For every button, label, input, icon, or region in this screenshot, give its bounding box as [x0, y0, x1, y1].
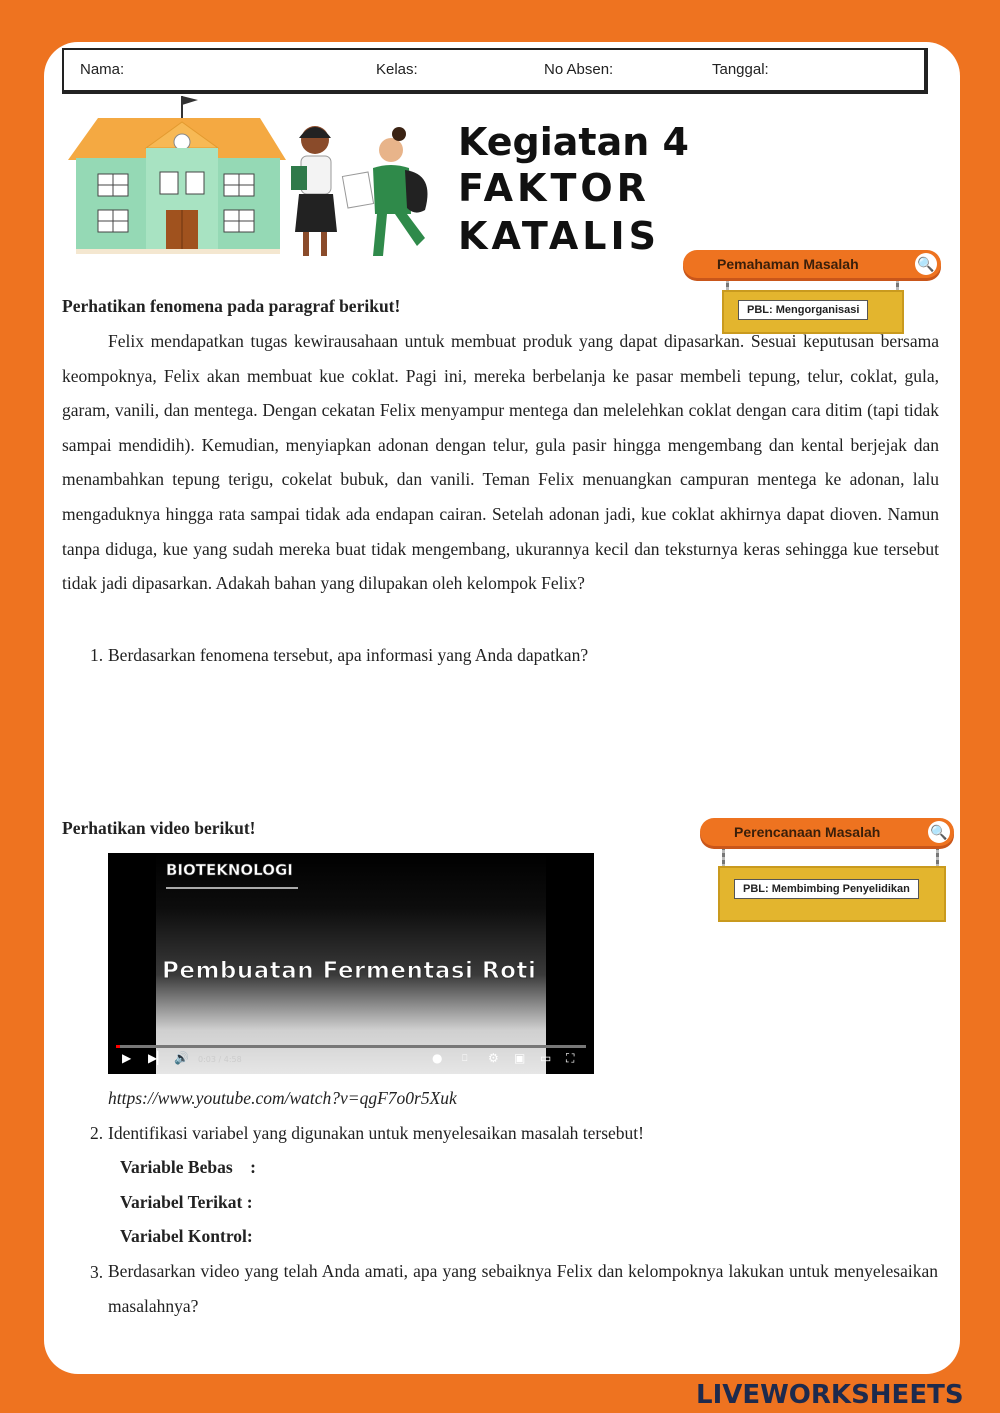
magnifier-icon: 🔍 [915, 253, 937, 275]
pbl-label: PBL: Membimbing Penyelidikan [734, 879, 919, 899]
video-player[interactable] [108, 853, 594, 1074]
video-time: 0:03 / 4:58 [198, 1055, 242, 1064]
video-channel-tag: BIOTEKNOLOGI [166, 861, 293, 879]
pemahaman-masalah-pill [683, 250, 941, 278]
miniplayer-icon[interactable]: ▣ [514, 1051, 526, 1065]
phenomenon-paragraph: Felix mendapatkan tugas kewirausahaan untuk membuat produk yang dapat dipasarkan. Sesuai keputusan bersama keompoknya, Felix akan membuat kue coklat. Pagi ini, mereka berbelanja ke pasar membeli tepung, telur, coklat, gula, garam, vanili, dan mentega. Dengan cekatan Felix menyampur mentega dan melelehkan coklat dengan cara ditim (tapi tidak sampai mendidih). Kemudian, menyiapkan adonan dengan telur, gula pasir hingga mengembang dan kental berjejak dan menambahkan tepung terigu, cokelat bubuk, dan vanili. Teman Felix menuangkan campuran mentega ke adonan, lalu mengaduknya hingga rata sampai tidak ada endapan cairan. Setelah adonan jadi, kue coklat akhirnya dapat dioven. Namun tanpa diduga, kue yang sudah mereka buat tidak mengembang, ukurannya kecil dan teksturnya keras sehingga kue tersebut tidak jadi dipasarkan. Adakah bahan yang dilupakan oleh kelompok Felix? [62, 331, 939, 594]
topic-title-line2: KATALIS [458, 214, 661, 258]
next-icon[interactable]: ▶▏ [148, 1051, 167, 1065]
absen-label: No Absen: [544, 61, 614, 78]
pill-label: Perencanaan Masalah [734, 824, 881, 840]
captions-icon[interactable]: ⎕ [462, 1054, 468, 1064]
pbl-label: PBL: Mengorganisasi [738, 300, 868, 320]
liveworksheets-logo: LIVEWORKSHEETS [696, 1380, 964, 1410]
video-url-link[interactable]: https://www.youtube.com/watch?v=qgF7o0r5Xuk [108, 1088, 457, 1108]
question-1: Berdasarkan fenomena tersebut, apa informasi yang Anda dapatkan? [108, 645, 589, 665]
volume-icon[interactable]: 🔊 [174, 1051, 189, 1065]
kelas-label: Kelas: [376, 61, 418, 78]
magnifier-icon: 🔍 [928, 821, 950, 843]
nama-label: Nama: [80, 61, 125, 78]
variable-kontrol-label: Variabel Kontrol: [120, 1226, 253, 1246]
question-number: 3. [90, 1262, 104, 1282]
variable-bebas-label: Variable Bebas : [120, 1157, 256, 1177]
section1-heading: Perhatikan fenomena pada paragraf berikut! [62, 296, 401, 316]
settings-icon[interactable]: ⚙ [488, 1051, 499, 1065]
play-icon[interactable]: ▶ [122, 1051, 132, 1065]
variable-terikat-label: Variabel Terikat : [120, 1192, 253, 1212]
theater-icon[interactable]: ▭ [540, 1051, 552, 1065]
video-title: Pembuatan Fermentasi Roti [162, 958, 537, 984]
activity-title: Kegiatan 4 [458, 120, 689, 164]
students-illustration [285, 110, 435, 262]
question-2: Identifikasi variabel yang digunakan untuk menyelesaikan masalah tersebut! [108, 1123, 644, 1143]
section2-heading: Perhatikan video berikut! [62, 818, 256, 838]
school-building-illustration [64, 92, 294, 257]
topic-title-line1: FAKTOR [458, 166, 650, 210]
progress-fill [116, 1045, 120, 1048]
autoplay-toggle-icon[interactable]: ● [432, 1051, 443, 1065]
perencanaan-masalah-pill [700, 818, 954, 846]
question-3: Berdasarkan video yang telah Anda amati, apa yang sebaiknya Felix dan kelompoknya lakukan untuk menyelesaikan masalahnya? [108, 1261, 938, 1316]
question-number: 1. [90, 645, 104, 665]
fullscreen-icon[interactable]: ⛶ [566, 1051, 575, 1065]
tanggal-label: Tanggal: [712, 61, 769, 78]
student-info-box [62, 48, 928, 94]
pill-label: Pemahaman Masalah [717, 256, 859, 272]
question-number: 2. [90, 1123, 104, 1143]
tag-underline [166, 887, 298, 889]
pbl-board [718, 866, 946, 922]
video-progress-bar[interactable] [116, 1045, 586, 1048]
